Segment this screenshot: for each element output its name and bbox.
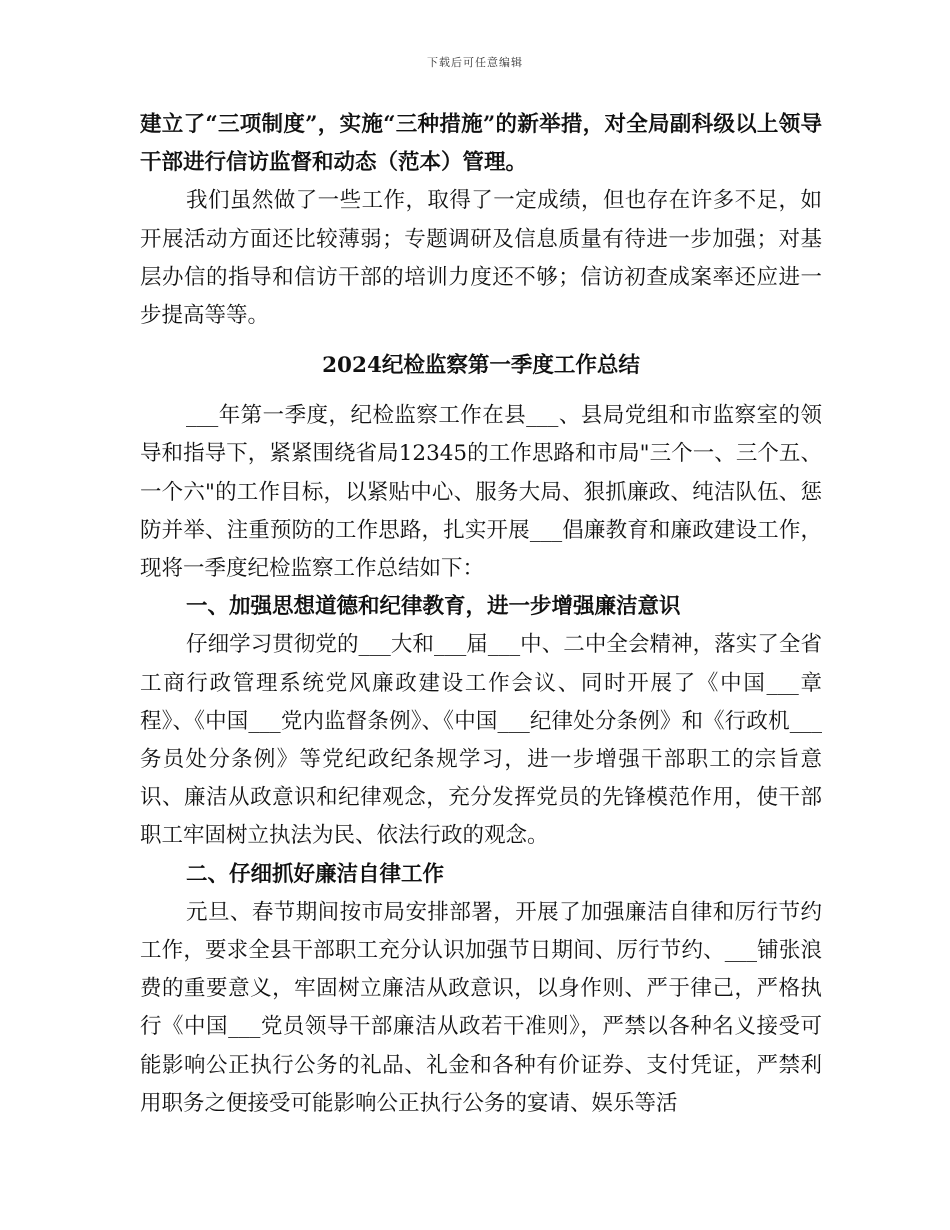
section-paragraph-2: 元旦、春节期间按市局安排部署，开展了加强廉洁自律和厉行节约工作，要求全县干部职工充分认识加强节日期间、厉行节约、___铺张浪费的重要意义，牢固树立廉洁从政意识，以身作则、严于律己，严格执行《中国___党员领导干部廉洁从政若干准则》，严禁以各种名义接受可能影响公正执行公务的礼品、礼金和各种有价证券、支付凭证，严禁利用职务之便接受可能影响公正执行公务的宴请、娱乐等活 <box>140 899 822 1116</box>
section-heading-2: 二、仔细抓好廉洁自律工作 <box>186 861 445 887</box>
document-title: 2024纪检监察第一季度工作总结 <box>322 353 640 379</box>
section-heading-1: 一、加强思想道德和纪律教育，进一步增强廉洁意识 <box>186 594 681 620</box>
section-paragraph-1: 仔细学习贯彻党的___大和___届___中、二中全会精神，落实了全省工商行政管理系统党风廉政建设工作会议、同时开展了《中国___章程》、《中国___党内监督条例》、《中国___纪律处分条例》和《行政机___务员处分条例》等党纪政纪条规学习，进一步增强干部职工的宗旨意识、廉洁从政意识和纪律观念，充分发挥党员的先锋模范作用，使干部职工牢固树立执法为民、依法行政的观念。 <box>140 632 822 849</box>
intro-paragraph: 我们虽然做了一些工作，取得了一定成绩，但也存在许多不足，如开展活动方面还比较薄弱；专题调研及信息质量有待进一步加强；对基层办信的指导和信访干部的培训力度还不够；信访初查成案率还应进一步提高等等。 <box>140 188 822 329</box>
opening-paragraph: ___年第一季度，纪检监察工作在县___、县局党组和市监察室的领导和指导下，紧紧围绕省局12345的工作思路和市局"三个一、三个五、一个六"的工作目标，以紧贴中心、服务大局、狠抓廉政、纯洁队伍、惩防并举、注重预防的工作思路，扎实开展___倡廉教育和廉政建设工作，现将一季度纪检监察工作总结如下： <box>140 403 822 582</box>
header-note: 下载后可任意编辑 <box>427 56 523 69</box>
intro-bold-paragraph: 建立了“三项制度”，实施“三种措施”的新举措，对全局副科级以上领导干部进行信访监督和动态（范本）管理。 <box>140 112 822 176</box>
document-body <box>140 106 822 1123</box>
